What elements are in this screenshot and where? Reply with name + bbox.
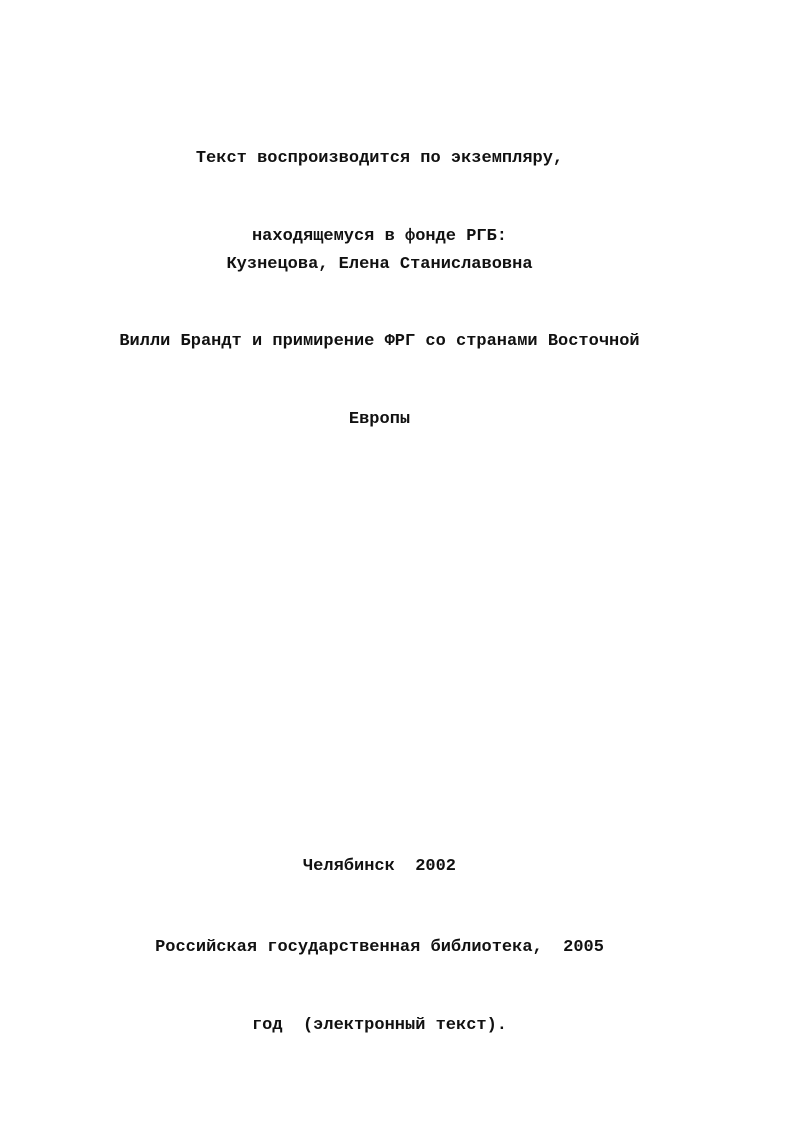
- library-notice-line-1: Российская государственная библиотека, 2005: [155, 938, 604, 957]
- reproduction-notice-line-2: находящемуся в фонде РГБ:: [251, 227, 508, 246]
- library-notice-line-2: год (электронный текст).: [251, 1016, 508, 1035]
- library-notice: [0, 883, 759, 1091]
- author-name-text: Кузнецова, Елена Станиславовна: [226, 255, 533, 274]
- document-title-line-2: Европы: [348, 410, 411, 429]
- imprint-text: Челябинск 2002: [302, 857, 457, 876]
- reproduction-notice-line-1: Текст воспроизводится по экземпляру,: [195, 149, 564, 168]
- document-title: [0, 277, 759, 485]
- document-title-line-1: Вилли Брандт и примирение ФРГ со странами Восточной: [119, 332, 640, 351]
